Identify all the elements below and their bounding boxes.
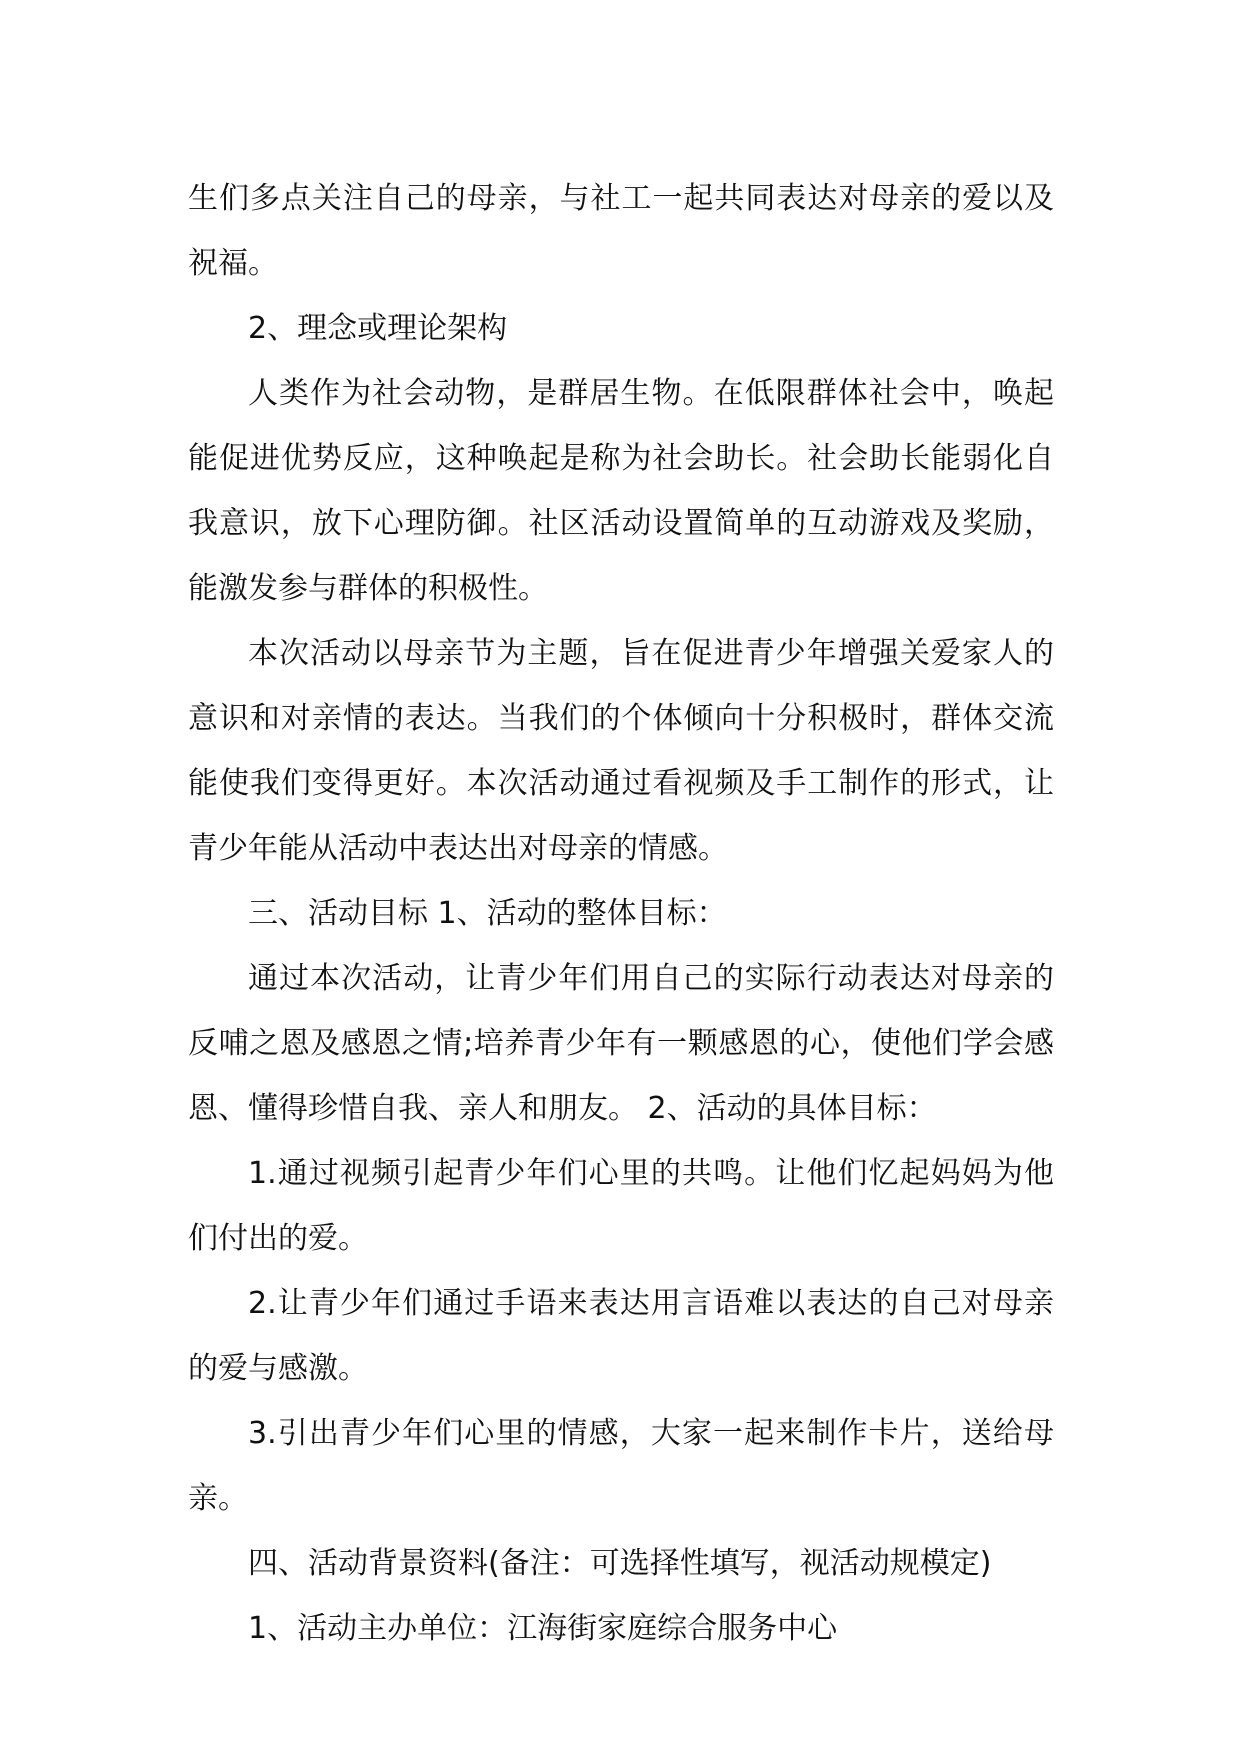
document-body bbox=[188, 166, 1054, 1661]
paragraph-overall-goal: 通过本次活动，让青少年们用自己的实际行动表达对母亲的反哺之恩及感恩之情;培养青少年有一颗感恩的心，使他们学会感恩、懂得珍惜自我、亲人和朋友。 2、活动的具体目标： bbox=[188, 961, 1054, 1126]
list-item-goal-3: 3.引出青少年们心里的情感，大家一起来制作卡片，送给母亲。 bbox=[188, 1416, 1054, 1516]
paragraph-social-facilitation: 人类作为社会动物，是群居生物。在低限群体社会中，唤起能促进优势反应，这种唤起是称为社会助长。社会助长能弱化自我意识，放下心理防御。社区活动设置简单的互动游戏及奖励，能激发参与群体的积极性。 bbox=[188, 376, 1054, 606]
paragraph-organizer: 1、活动主办单位：江海街家庭综合服务中心 bbox=[248, 1611, 838, 1646]
list-item-goal-2: 2.让青少年们通过手语来表达用言语难以表达的自己对母亲的爱与感激。 bbox=[188, 1286, 1054, 1386]
section-heading-goals: 三、活动目标 1、活动的整体目标： bbox=[248, 896, 727, 931]
section-heading-theory: 2、理念或理论架构 bbox=[248, 311, 508, 346]
paragraph-activity-theme: 本次活动以母亲节为主题，旨在促进青少年增强关爱家人的意识和对亲情的表达。当我们的个体倾向十分积极时，群体交流能使我们变得更好。本次活动通过看视频及手工制作的形式，让青少年能从活动中表达出对母亲的情感。 bbox=[188, 636, 1054, 866]
list-item-goal-1: 1.通过视频引起青少年们心里的共鸣。让他们忆起妈妈为他们付出的爱。 bbox=[188, 1156, 1054, 1256]
paragraph-intro-continuation: 生们多点关注自己的母亲，与社工一起共同表达对母亲的爱以及祝福。 bbox=[188, 181, 1054, 281]
section-heading-background: 四、活动背景资料(备注：可选择性填写，视活动规模定) bbox=[248, 1546, 992, 1581]
